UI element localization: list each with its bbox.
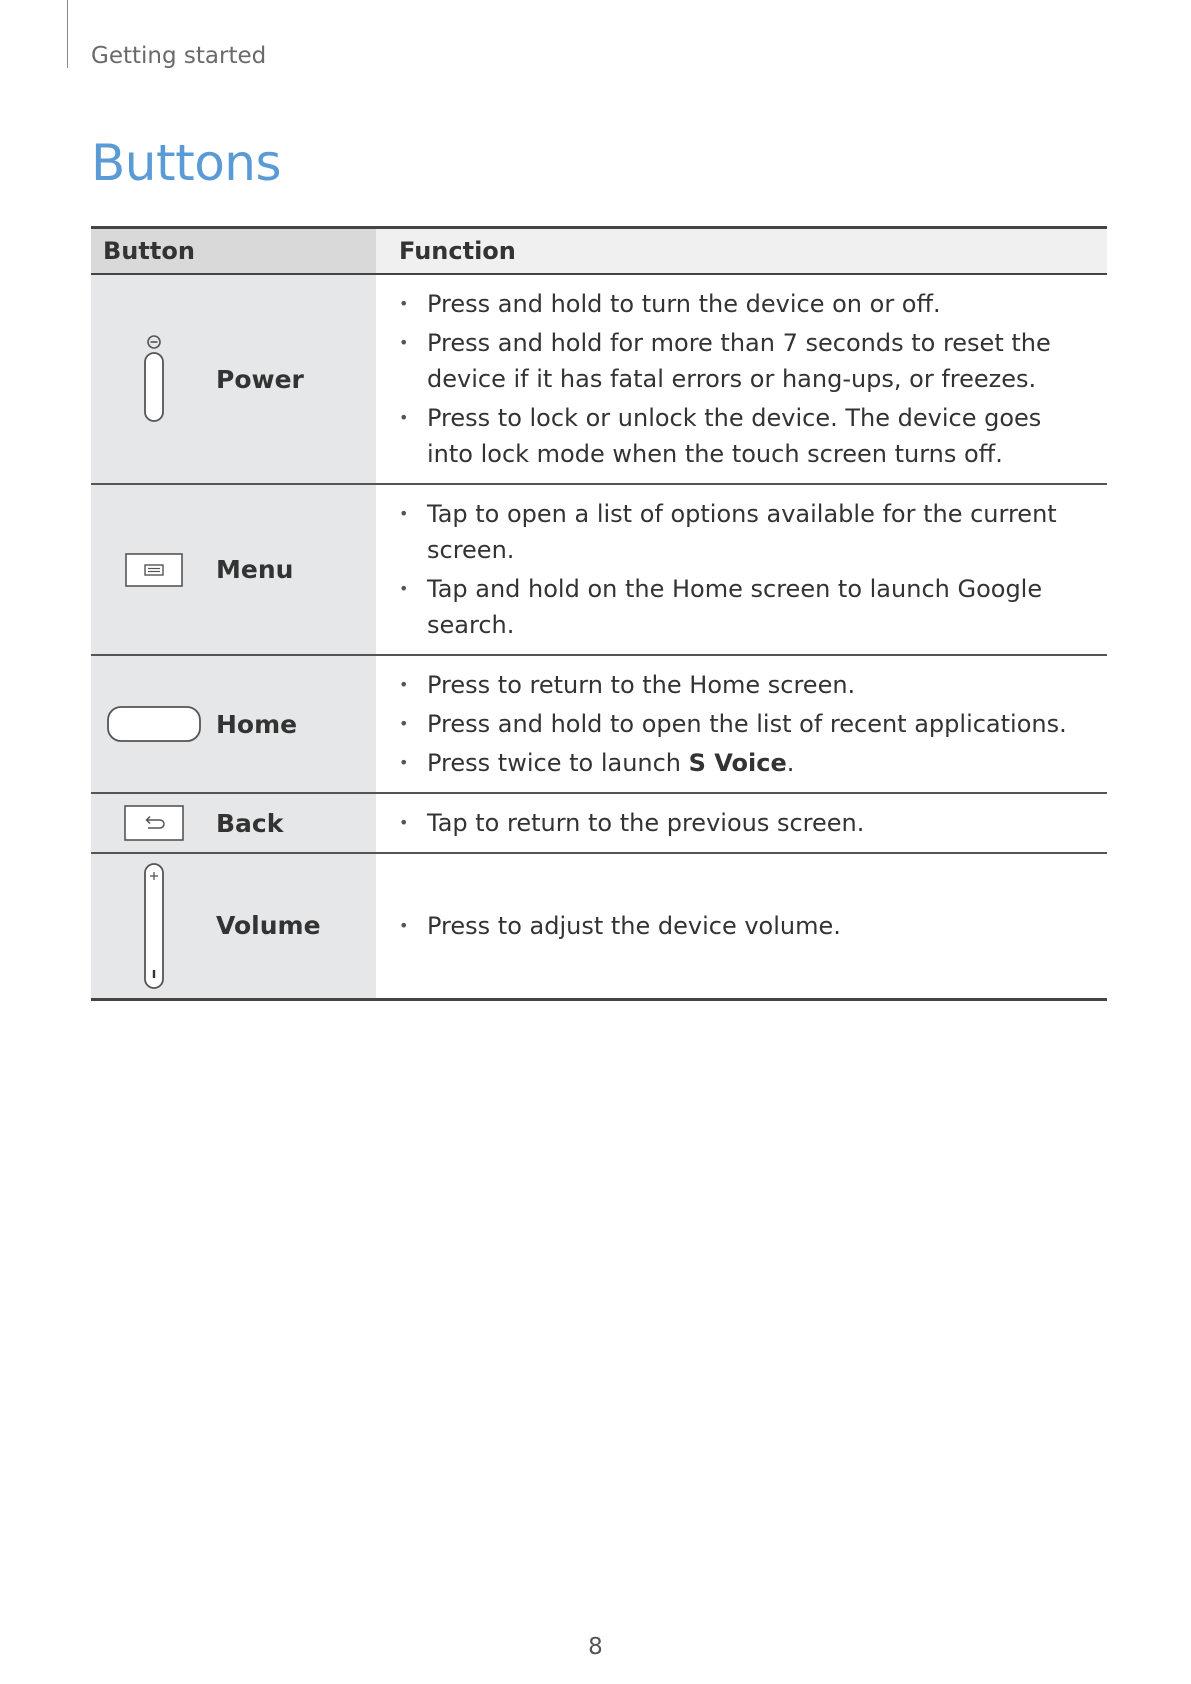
power-key-icon bbox=[91, 334, 216, 424]
list-item: • Press to adjust the device volume. bbox=[399, 908, 1091, 944]
list-item: • Tap to return to the previous screen. bbox=[399, 805, 1091, 841]
s-voice-label: S Voice bbox=[688, 749, 787, 777]
list-item: • Press twice to launch S Voice. bbox=[399, 745, 1091, 781]
page-title: Buttons bbox=[91, 134, 282, 192]
list-item: • Press to return to the Home screen. bbox=[399, 667, 1091, 703]
table-row-menu bbox=[91, 484, 1107, 655]
function-list-menu bbox=[399, 496, 1091, 643]
section-label: Getting started bbox=[91, 43, 267, 69]
list-item: • Tap to open a list of options available for the current screen. bbox=[399, 496, 1091, 568]
back-key-icon bbox=[91, 805, 216, 841]
list-item: • Press and hold to open the list of recent applications. bbox=[399, 706, 1091, 742]
table-row-volume bbox=[91, 853, 1107, 999]
menu-key-icon bbox=[91, 553, 216, 587]
page-number: 8 bbox=[588, 1634, 603, 1660]
function-list-volume bbox=[399, 908, 1091, 944]
buttons-table bbox=[91, 226, 1107, 1001]
list-item: • Press to lock or unlock the device. The device goes into lock mode when the touch screen turns off. bbox=[399, 400, 1091, 472]
home-key-icon bbox=[91, 705, 216, 743]
table-row-home bbox=[91, 655, 1107, 793]
list-item: • Press and hold for more than 7 seconds to reset the device if it has fatal errors or hang-ups, or freezes. bbox=[399, 325, 1091, 397]
button-name-home: Home bbox=[216, 709, 298, 739]
function-list-home bbox=[399, 667, 1091, 781]
table-row-back bbox=[91, 793, 1107, 853]
function-list-back bbox=[399, 805, 1091, 841]
function-list-power bbox=[399, 286, 1091, 472]
volume-key-icon bbox=[91, 862, 216, 990]
margin-rule bbox=[67, 0, 68, 68]
column-header-button: Button bbox=[91, 228, 376, 275]
button-name-menu: Menu bbox=[216, 555, 294, 584]
list-item: • Tap and hold on the Home screen to launch Google search. bbox=[399, 571, 1091, 643]
button-name-power: Power bbox=[216, 364, 304, 394]
button-name-volume: Volume bbox=[216, 911, 321, 941]
column-header-function: Function bbox=[376, 228, 1107, 275]
list-item: • Press and hold to turn the device on or off. bbox=[399, 286, 1091, 322]
table-row-power bbox=[91, 274, 1107, 484]
button-name-back: Back bbox=[216, 808, 284, 838]
table-header-row bbox=[91, 228, 1107, 275]
